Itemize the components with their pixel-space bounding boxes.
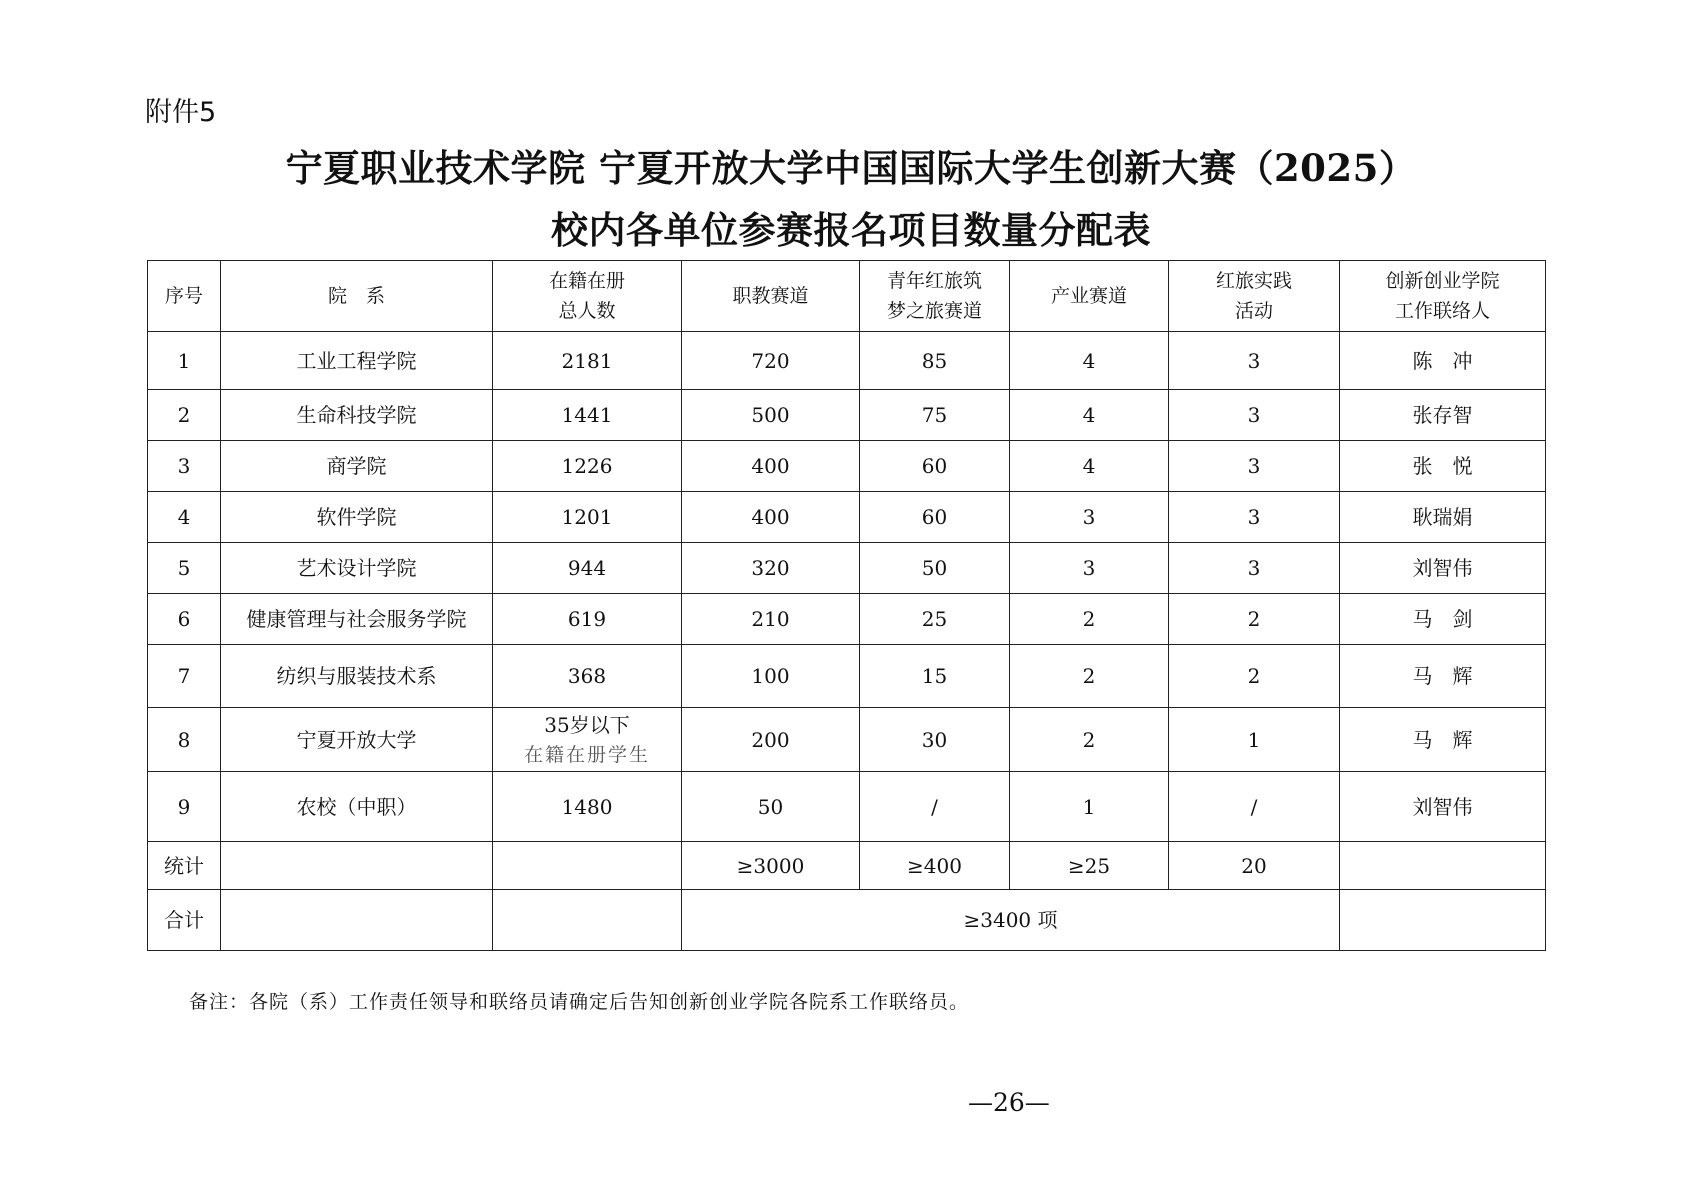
cell-red-tour: 30 — [860, 708, 1010, 772]
remark-note: 备注：各院（系）工作责任领导和联络员请确定后告知创新创业学院各院系工作联络员。 — [189, 991, 970, 1013]
cell-industry: 4 — [1010, 441, 1169, 492]
cell-total: 1226 — [493, 441, 682, 492]
cell-no: 3 — [148, 441, 221, 492]
cell-no: 2 — [148, 390, 221, 441]
cell-vocational: 200 — [682, 708, 860, 772]
cell-no: 5 — [148, 543, 221, 594]
cell-contact: 刘智伟 — [1340, 772, 1546, 842]
cell-practice: / — [1169, 772, 1340, 842]
cell-dept: 纺织与服装技术系 — [221, 645, 493, 708]
cell-industry: 4 — [1010, 332, 1169, 390]
header-vocational: 职教赛道 — [682, 261, 860, 332]
total-empty-contact — [1340, 890, 1546, 951]
cell-vocational: 320 — [682, 543, 860, 594]
cell-contact: 陈 冲 — [1340, 332, 1546, 390]
header-practice: 红旅实践 活动 — [1169, 261, 1340, 332]
cell-total: 619 — [493, 594, 682, 645]
header-no: 序号 — [148, 261, 221, 332]
cell-vocational: 210 — [682, 594, 860, 645]
cell-contact: 耿瑞娟 — [1340, 492, 1546, 543]
cell-practice: 3 — [1169, 492, 1340, 543]
cell-total: 1441 — [493, 390, 682, 441]
cell-dept: 艺术设计学院 — [221, 543, 493, 594]
table-row — [148, 594, 1546, 645]
header-red-tour: 青年红旅筑 梦之旅赛道 — [860, 261, 1010, 332]
cell-contact: 马 剑 — [1340, 594, 1546, 645]
cell-contact: 刘智伟 — [1340, 543, 1546, 594]
cell-dept: 商学院 — [221, 441, 493, 492]
total-empty-total — [493, 890, 682, 951]
cell-industry: 4 — [1010, 390, 1169, 441]
cell-practice: 2 — [1169, 645, 1340, 708]
stats-empty-dept — [221, 842, 493, 890]
cell-vocational: 400 — [682, 492, 860, 543]
table-row — [148, 441, 1546, 492]
cell-practice: 1 — [1169, 708, 1340, 772]
cell-total: 1480 — [493, 772, 682, 842]
cell-total-note: 在籍在册学生 — [523, 743, 650, 766]
cell-no: 9 — [148, 772, 221, 842]
cell-no: 4 — [148, 492, 221, 543]
cell-no: 6 — [148, 594, 221, 645]
cell-total: 2181 — [493, 332, 682, 390]
table-row — [148, 772, 1546, 842]
cell-red-tour: 15 — [860, 645, 1010, 708]
header-dept: 院 系 — [221, 261, 493, 332]
table-row — [148, 645, 1546, 708]
cell-vocational: 100 — [682, 645, 860, 708]
allocation-table — [147, 260, 1546, 951]
total-value: ≥3400 项 — [682, 890, 1340, 951]
stats-empty-contact — [1340, 842, 1546, 890]
cell-industry: 1 — [1010, 772, 1169, 842]
cell-contact: 张 悦 — [1340, 441, 1546, 492]
cell-contact: 马 辉 — [1340, 645, 1546, 708]
stats-vocational: ≥3000 — [682, 842, 860, 890]
table-row — [148, 708, 1546, 772]
cell-total: 1201 — [493, 492, 682, 543]
cell-no: 1 — [148, 332, 221, 390]
cell-industry: 3 — [1010, 492, 1169, 543]
header-industry: 产业赛道 — [1010, 261, 1169, 332]
cell-dept: 工业工程学院 — [221, 332, 493, 390]
stats-red-tour: ≥400 — [860, 842, 1010, 890]
cell-dept: 生命科技学院 — [221, 390, 493, 441]
cell-total-main: 35岁以下 — [544, 712, 630, 737]
total-empty-dept — [221, 890, 493, 951]
cell-red-tour: 60 — [860, 441, 1010, 492]
cell-vocational: 720 — [682, 332, 860, 390]
stats-empty-total — [493, 842, 682, 890]
total-label: 合计 — [148, 890, 221, 951]
stats-row — [148, 842, 1546, 890]
cell-dept: 软件学院 — [221, 492, 493, 543]
cell-total — [493, 708, 682, 772]
header-total: 在籍在册 总人数 — [493, 261, 682, 332]
cell-red-tour: 75 — [860, 390, 1010, 441]
cell-dept: 宁夏开放大学 — [221, 708, 493, 772]
table-row — [148, 390, 1546, 441]
cell-dept: 农校（中职） — [221, 772, 493, 842]
attachment-label: 附件5 — [145, 97, 217, 128]
document-title-line1: 宁夏职业技术学院 宁夏开放大学中国国际大学生创新大赛（2025） — [285, 146, 1417, 190]
header-row — [148, 261, 1546, 332]
cell-industry: 3 — [1010, 543, 1169, 594]
document-title-line2: 校内各单位参赛报名项目数量分配表 — [551, 208, 1151, 252]
cell-red-tour: / — [860, 772, 1010, 842]
cell-vocational: 400 — [682, 441, 860, 492]
table-row — [148, 332, 1546, 390]
cell-practice: 3 — [1169, 441, 1340, 492]
cell-practice: 3 — [1169, 332, 1340, 390]
stats-industry: ≥25 — [1010, 842, 1169, 890]
cell-vocational: 500 — [682, 390, 860, 441]
cell-industry: 2 — [1010, 645, 1169, 708]
cell-practice: 2 — [1169, 594, 1340, 645]
stats-label: 统计 — [148, 842, 221, 890]
cell-contact: 张存智 — [1340, 390, 1546, 441]
cell-practice: 3 — [1169, 543, 1340, 594]
table-row — [148, 543, 1546, 594]
cell-red-tour: 25 — [860, 594, 1010, 645]
cell-no: 8 — [148, 708, 221, 772]
cell-total: 368 — [493, 645, 682, 708]
cell-red-tour: 50 — [860, 543, 1010, 594]
cell-red-tour: 60 — [860, 492, 1010, 543]
cell-no: 7 — [148, 645, 221, 708]
page-number: —26— — [968, 1088, 1050, 1117]
cell-industry: 2 — [1010, 708, 1169, 772]
cell-total: 944 — [493, 543, 682, 594]
stats-practice: 20 — [1169, 842, 1340, 890]
header-contact: 创新创业学院 工作联络人 — [1340, 261, 1546, 332]
table-row — [148, 492, 1546, 543]
cell-industry: 2 — [1010, 594, 1169, 645]
cell-red-tour: 85 — [860, 332, 1010, 390]
cell-dept: 健康管理与社会服务学院 — [221, 594, 493, 645]
cell-practice: 3 — [1169, 390, 1340, 441]
total-row — [148, 890, 1546, 951]
cell-contact: 马 辉 — [1340, 708, 1546, 772]
cell-vocational: 50 — [682, 772, 860, 842]
